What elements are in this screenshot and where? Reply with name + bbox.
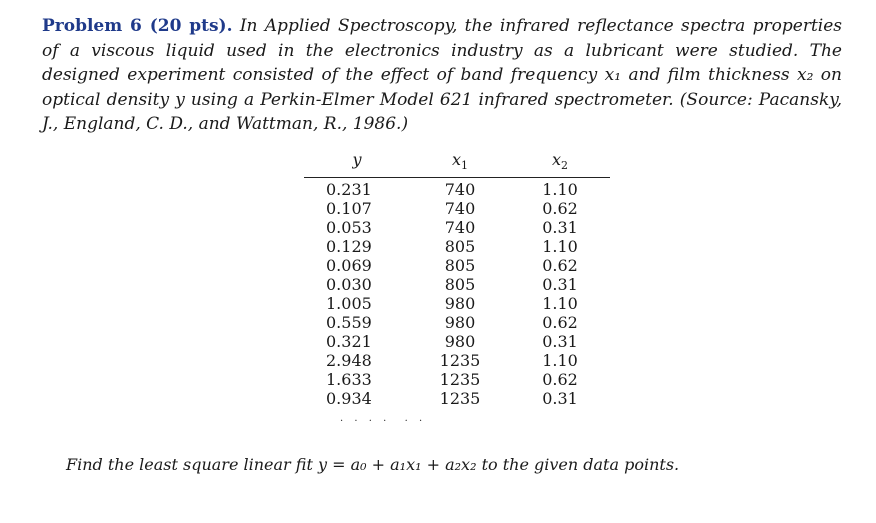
problem-text: In Applied Spectroscopy, the infrared reflectance spectra properties of a viscous liquid used in the electronics industry as a lubricant were studied. The designed experiment consisted of the effect of band frequency x₁ and film thickness x₂ on optical density y using a Perkin-Elmer Model 621 infrared spectrometer. (Source: Pacansky, J., England, C. D., and Wattman, R., 1986.) (42, 16, 842, 134)
table-row (304, 256, 610, 275)
table-header-row (304, 150, 610, 178)
table-row (304, 275, 610, 294)
table-row (304, 199, 610, 218)
cell-y: 1.633 (326, 370, 372, 390)
cell-x1: 980 (444, 332, 476, 352)
cell-x2: 0.31 (542, 332, 578, 352)
cell-y: 0.069 (326, 256, 372, 276)
cell-x1: 740 (444, 199, 476, 219)
header-x2: $x_2$ (510, 150, 610, 178)
cell-y: 0.053 (326, 218, 372, 238)
cell-x2: 1.10 (542, 294, 578, 314)
problem-heading: Problem 6 (20 pts). (42, 16, 233, 36)
table-row (304, 237, 610, 256)
cell-x2: 1.10 (542, 351, 578, 371)
cell-x2: 0.31 (542, 275, 578, 295)
header-y: y (304, 150, 410, 178)
question-text (66, 455, 679, 474)
table-row (304, 389, 610, 408)
cell-y: 0.321 (326, 332, 372, 352)
cell-x2: 0.62 (542, 256, 578, 276)
cell-y: 0.107 (326, 199, 372, 219)
cell-y: 0.030 (326, 275, 372, 295)
header-x1: $x_1$ (410, 150, 510, 178)
cell-y: 1.005 (326, 294, 372, 314)
cell-x2: 0.62 (542, 199, 578, 219)
cell-x2: 1.10 (542, 237, 578, 257)
cell-x1: 1235 (439, 389, 481, 409)
table-row (304, 218, 610, 237)
cell-x1: 805 (444, 256, 476, 276)
table-row (304, 178, 610, 200)
cell-x1: 980 (444, 313, 476, 333)
cell-x1: 740 (444, 180, 476, 200)
cell-x1: 805 (444, 237, 476, 257)
cell-x1: 740 (444, 218, 476, 238)
cell-y: 0.934 (326, 389, 372, 409)
question-suffix: to the given data points. (476, 455, 680, 474)
table-row (304, 313, 610, 332)
table-row (304, 294, 610, 313)
cell-x2: 0.31 (542, 389, 578, 409)
fit-equation: y = a₀ + a₁x₁ + a₂x₂ (317, 455, 477, 474)
cell-x1: 805 (444, 275, 476, 295)
data-table (304, 150, 610, 408)
cell-x1: 1235 (439, 370, 481, 390)
table-row (304, 332, 610, 351)
cell-x1: 1235 (439, 351, 481, 371)
cell-x1: 980 (444, 294, 476, 314)
cell-y: 0.231 (326, 180, 372, 200)
problem-statement (42, 14, 842, 137)
table-row (304, 351, 610, 370)
cell-y: 0.129 (326, 237, 372, 257)
table-body (304, 178, 610, 409)
question-prefix: Find the least square linear fit (66, 455, 318, 474)
cell-y: 0.559 (326, 313, 372, 333)
cell-x2: 0.31 (542, 218, 578, 238)
cell-x2: 1.10 (542, 180, 578, 200)
cell-x2: 0.62 (542, 370, 578, 390)
table-row (304, 370, 610, 389)
table-trailing-marks: · · · · · · (340, 416, 427, 427)
cell-y: 2.948 (326, 351, 372, 371)
cell-x2: 0.62 (542, 313, 578, 333)
